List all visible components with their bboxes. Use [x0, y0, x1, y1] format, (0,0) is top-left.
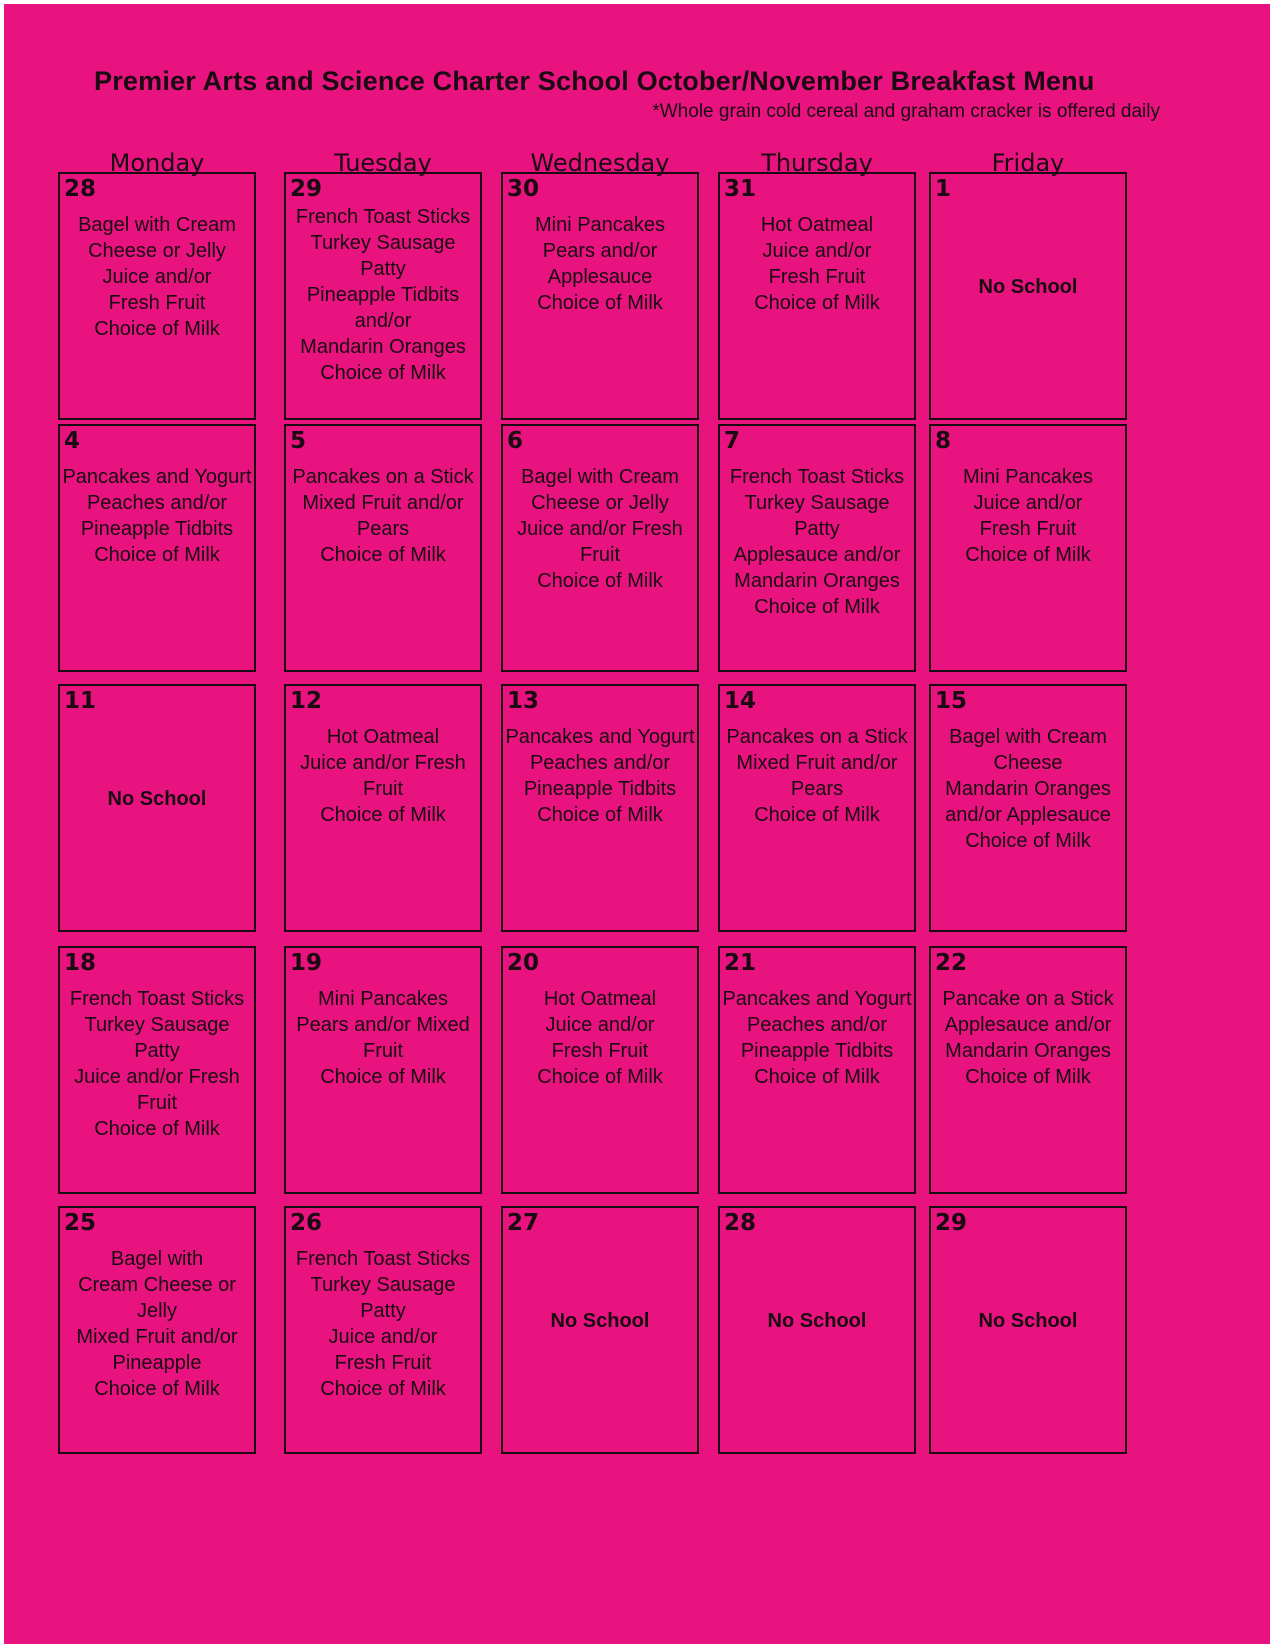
menu-item: Fresh Fruit	[108, 292, 206, 314]
day-date: 28	[724, 1210, 757, 1236]
menu-item: Turkey Sausage Patty	[310, 1274, 456, 1322]
menu-items	[505, 212, 695, 316]
menu-item: Choice of Milk	[754, 1066, 880, 1088]
menu-item: Mandarin Oranges	[300, 336, 466, 358]
day-date: 13	[507, 688, 540, 714]
menu-item: Juice and/or	[328, 1326, 438, 1348]
day-date: 7	[724, 428, 741, 454]
day-date: 30	[507, 176, 540, 202]
menu-items	[62, 786, 252, 812]
menu-items	[933, 1308, 1123, 1334]
menu-items	[933, 464, 1123, 568]
menu-item: Peaches and/or	[746, 1014, 888, 1036]
menu-items	[288, 1246, 478, 1402]
menu-item: Choice of Milk	[965, 830, 1091, 852]
menu-item: Cheese or Jelly	[88, 240, 226, 262]
menu-item: Turkey Sausage Patty	[310, 232, 456, 280]
menu-item: Fruit	[580, 544, 620, 566]
menu-item: Choice of Milk	[965, 544, 1091, 566]
menu-items	[933, 274, 1123, 300]
menu-item: Pears	[790, 778, 844, 800]
menu-item: French Toast Sticks	[69, 988, 245, 1010]
menu-items	[505, 1308, 695, 1334]
day-date: 31	[724, 176, 757, 202]
day-date: 27	[507, 1210, 540, 1236]
menu-item: Juice and/or	[973, 492, 1083, 514]
menu-item: Fresh Fruit	[551, 1040, 649, 1062]
menu-item: Bagel with Cream	[521, 466, 679, 488]
menu-item: Choice of Milk	[965, 1066, 1091, 1088]
menu-item: Fresh Fruit	[768, 266, 866, 288]
menu-item: French Toast Sticks	[295, 206, 471, 228]
menu-item: Juice and/or Fresh	[517, 518, 683, 540]
day-cell	[58, 1206, 256, 1454]
menu-item: Choice of Milk	[320, 544, 446, 566]
day-date: 22	[935, 950, 968, 976]
menu-item: Mixed Fruit and/or	[302, 492, 464, 514]
menu-item: Pancakes and Yogurt	[722, 988, 912, 1010]
menu-item: Fruit	[137, 1092, 177, 1114]
menu-item: Juice and/or	[102, 266, 212, 288]
menu-item: Choice of Milk	[94, 318, 220, 340]
day-date: 15	[935, 688, 968, 714]
menu-item: Pears and/or Mixed	[296, 1014, 470, 1036]
menu-item: Cheese or Jelly	[531, 492, 669, 514]
menu-item: Choice of Milk	[754, 292, 880, 314]
menu-item: Choice of Milk	[537, 570, 663, 592]
menu-item: Bagel with	[110, 1248, 204, 1270]
menu-item: Hot Oatmeal	[326, 726, 440, 748]
day-cell	[58, 172, 256, 420]
day-date: 19	[290, 950, 323, 976]
menu-item: Fresh Fruit	[979, 518, 1077, 540]
day-cell	[929, 172, 1127, 420]
menu-items	[62, 464, 252, 568]
day-header-4: Friday	[991, 149, 1065, 177]
menu-item: Juice and/or	[545, 1014, 655, 1036]
day-cell	[58, 424, 256, 672]
day-date: 29	[935, 1210, 968, 1236]
menu-item: Cream Cheese or Jelly	[78, 1274, 236, 1322]
menu-item: Pears	[356, 518, 410, 540]
day-cell	[929, 424, 1127, 672]
daily-note: *Whole grain cold cereal and graham cracker is offered daily	[652, 101, 1160, 122]
menu-item: Choice of Milk	[320, 804, 446, 826]
day-date: 5	[290, 428, 307, 454]
menu-item: Mandarin Oranges	[734, 570, 900, 592]
menu-items	[505, 464, 695, 594]
menu-items	[722, 986, 912, 1090]
menu-items	[722, 1308, 912, 1334]
day-date: 12	[290, 688, 323, 714]
menu-item: Cheese	[993, 752, 1063, 774]
menu-item: Hot Oatmeal	[543, 988, 657, 1010]
menu-item: No School	[767, 1310, 867, 1332]
menu-item: Choice of Milk	[320, 362, 446, 384]
menu-item: Juice and/or	[762, 240, 872, 262]
menu-item: Choice of Milk	[537, 292, 663, 314]
menu-item: Pancakes and Yogurt	[62, 466, 252, 488]
day-cell	[284, 172, 482, 420]
menu-item: Pineapple Tidbits	[523, 778, 677, 800]
menu-item: Juice and/or Fresh	[74, 1066, 240, 1088]
menu-item: Mini Pancakes	[962, 466, 1094, 488]
menu-item: Pineapple	[112, 1352, 202, 1374]
menu-item: Pineapple Tidbits	[80, 518, 234, 540]
menu-item: Choice of Milk	[754, 804, 880, 826]
menu-items	[62, 1246, 252, 1402]
day-cell	[501, 946, 699, 1194]
menu-items	[505, 986, 695, 1090]
menu-item: Bagel with Cream	[78, 214, 236, 236]
day-date: 14	[724, 688, 757, 714]
menu-items	[933, 986, 1123, 1090]
menu-item: Choice of Milk	[754, 596, 880, 618]
day-cell	[58, 684, 256, 932]
day-cell	[501, 424, 699, 672]
day-cell	[284, 1206, 482, 1454]
menu-items	[62, 212, 252, 342]
day-date: 25	[64, 1210, 97, 1236]
menu-item: French Toast Sticks	[729, 466, 905, 488]
menu-item: Choice of Milk	[94, 544, 220, 566]
day-date: 1	[935, 176, 952, 202]
menu-item: Peaches and/or	[529, 752, 671, 774]
menu-item: Applesauce and/or	[944, 1014, 1112, 1036]
menu-item: Pancake on a Stick	[942, 988, 1114, 1010]
day-cell	[58, 946, 256, 1194]
day-cell	[718, 1206, 916, 1454]
menu-item: Applesauce and/or	[733, 544, 901, 566]
day-date: 28	[64, 176, 97, 202]
menu-item: Peaches and/or	[86, 492, 228, 514]
day-cell	[284, 684, 482, 932]
menu-item: Mini Pancakes	[534, 214, 666, 236]
day-date: 18	[64, 950, 97, 976]
day-date: 6	[507, 428, 524, 454]
menu-item: Mixed Fruit and/or	[736, 752, 898, 774]
menu-items	[288, 204, 478, 386]
day-cell	[929, 684, 1127, 932]
day-cell	[501, 1206, 699, 1454]
menu-item: Fruit	[363, 778, 403, 800]
menu-item: Juice and/or Fresh	[300, 752, 466, 774]
day-cell	[929, 946, 1127, 1194]
day-date: 11	[64, 688, 97, 714]
menu-item: Mandarin Oranges	[945, 1040, 1111, 1062]
day-date: 21	[724, 950, 757, 976]
menu-item: Pineapple Tidbits	[740, 1040, 894, 1062]
menu-items	[933, 724, 1123, 854]
day-date: 20	[507, 950, 540, 976]
menu-item: Fresh Fruit	[334, 1352, 432, 1374]
menu-item: No School	[107, 788, 207, 810]
menu-item: Applesauce	[547, 266, 653, 288]
day-header-3: Thursday	[761, 149, 873, 177]
menu-item: Choice of Milk	[320, 1066, 446, 1088]
menu-item: Mixed Fruit and/or	[76, 1326, 238, 1348]
menu-items	[288, 464, 478, 568]
day-cell	[718, 946, 916, 1194]
menu-items	[62, 986, 252, 1142]
menu-item: Mandarin Oranges	[945, 778, 1111, 800]
menu-items	[505, 724, 695, 828]
menu-items	[722, 212, 912, 316]
menu-item: Choice of Milk	[320, 1378, 446, 1400]
day-cell	[718, 684, 916, 932]
menu-item: Choice of Milk	[94, 1378, 220, 1400]
page-title: Premier Arts and Science Charter School October/November Breakfast Menu	[94, 66, 1095, 96]
day-date: 8	[935, 428, 952, 454]
day-cell	[501, 172, 699, 420]
day-date: 26	[290, 1210, 323, 1236]
menu-items	[722, 464, 912, 620]
day-cell	[929, 1206, 1127, 1454]
menu-item: Choice of Milk	[537, 1066, 663, 1088]
menu-items	[288, 986, 478, 1090]
menu-item: Turkey Sausage Patty	[84, 1014, 230, 1062]
menu-item: Mini Pancakes	[317, 988, 449, 1010]
menu-item: Pancakes and Yogurt	[505, 726, 695, 748]
menu-item: No School	[550, 1310, 650, 1332]
day-cell	[284, 946, 482, 1194]
menu-item: Pancakes on a Stick	[292, 466, 474, 488]
day-date: 4	[64, 428, 81, 454]
day-cell	[718, 424, 916, 672]
menu-item: No School	[978, 276, 1078, 298]
day-cell	[501, 684, 699, 932]
menu-item: and/or	[354, 310, 412, 332]
day-header-2: Wednesday	[530, 149, 670, 177]
day-header-0: Monday	[109, 149, 205, 177]
menu-item: French Toast Sticks	[295, 1248, 471, 1270]
day-cell	[718, 172, 916, 420]
menu-items	[722, 724, 912, 828]
menu-item: Choice of Milk	[94, 1118, 220, 1140]
menu-item: No School	[978, 1310, 1078, 1332]
menu-item: Turkey Sausage Patty	[744, 492, 890, 540]
menu-item: Choice of Milk	[537, 804, 663, 826]
day-cell	[284, 424, 482, 672]
menu-item: Bagel with Cream	[949, 726, 1107, 748]
day-header-1: Tuesday	[334, 149, 432, 177]
menu-item: Fruit	[363, 1040, 403, 1062]
day-date: 29	[290, 176, 323, 202]
menu-item: Pineapple Tidbits	[306, 284, 460, 306]
menu-sheet	[4, 4, 1270, 1644]
menu-item: Pears and/or	[542, 240, 658, 262]
menu-item: Pancakes on a Stick	[726, 726, 908, 748]
menu-item: Hot Oatmeal	[760, 214, 874, 236]
menu-items	[288, 724, 478, 828]
menu-item: and/or Applesauce	[945, 804, 1111, 826]
